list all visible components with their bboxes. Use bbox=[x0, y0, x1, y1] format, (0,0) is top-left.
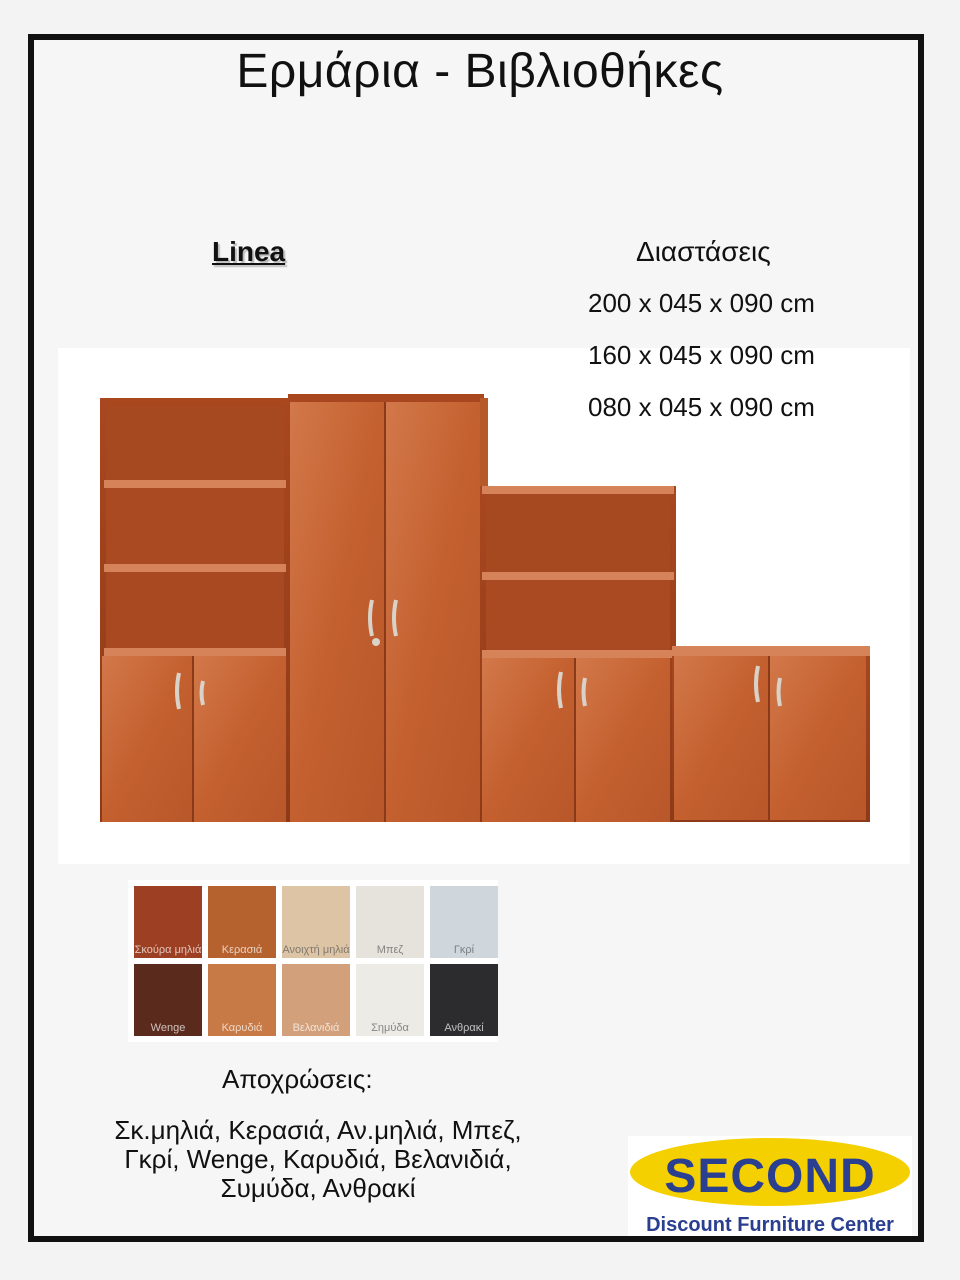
color-swatch-label: Ανοιχτή μηλιά bbox=[282, 944, 350, 956]
color-swatch bbox=[356, 964, 424, 1036]
page-title: Ερμάρια - Βιβλιοθήκες bbox=[236, 45, 724, 98]
bookcase-left bbox=[100, 398, 290, 822]
color-swatch-label: Σκούρα μηλιά bbox=[134, 944, 202, 956]
color-swatch bbox=[208, 886, 276, 958]
cabinet-low bbox=[672, 646, 870, 822]
furniture-photo bbox=[58, 348, 910, 864]
bookcase-middle bbox=[480, 486, 676, 822]
wardrobe-tall bbox=[288, 394, 488, 822]
second-logo bbox=[628, 1136, 912, 1236]
color-swatch-label: Καρυδιά bbox=[221, 1022, 263, 1034]
color-swatch-label: Γκρί bbox=[453, 944, 475, 956]
color-swatch bbox=[208, 964, 276, 1036]
color-swatch-label: Κερασιά bbox=[221, 944, 263, 956]
colors-list: Σκ.μηλιά, Κερασιά, Αν.μηλιά, Μπεζ, Γκρί, Wenge, Καρυδιά, Βελανιδιά, Συμύδα, Ανθρακί bbox=[114, 1115, 522, 1203]
svg-text:Discount Furniture Center: Discount Furniture Center bbox=[646, 1214, 894, 1236]
color-swatch bbox=[430, 964, 498, 1036]
model-name: Linea bbox=[212, 236, 286, 267]
color-swatch bbox=[282, 964, 350, 1036]
color-swatch bbox=[134, 964, 202, 1036]
color-swatch-label: Βελανιδιά bbox=[292, 1022, 340, 1034]
color-swatch-label: Μπεζ bbox=[376, 944, 404, 956]
color-swatches bbox=[128, 880, 498, 1042]
color-swatch bbox=[356, 886, 424, 958]
color-swatch-label: Ανθρακί bbox=[444, 1022, 484, 1034]
color-swatch-label: Σημύδα bbox=[371, 1022, 409, 1034]
colors-heading: Αποχρώσεις: bbox=[222, 1064, 373, 1094]
svg-text:SECOND: SECOND bbox=[664, 1150, 876, 1203]
color-swatch bbox=[282, 886, 350, 958]
color-swatch-label: Wenge bbox=[150, 1022, 186, 1034]
dimension-line: 200 x 045 x 090 cm bbox=[588, 288, 815, 318]
color-swatch bbox=[430, 886, 498, 958]
color-swatch bbox=[134, 886, 202, 958]
dimension-line: 160 x 045 x 090 cm bbox=[588, 340, 815, 370]
dimension-line: 080 x 045 x 090 cm bbox=[588, 392, 815, 422]
dimensions-label: Διαστάσεις bbox=[636, 236, 771, 267]
